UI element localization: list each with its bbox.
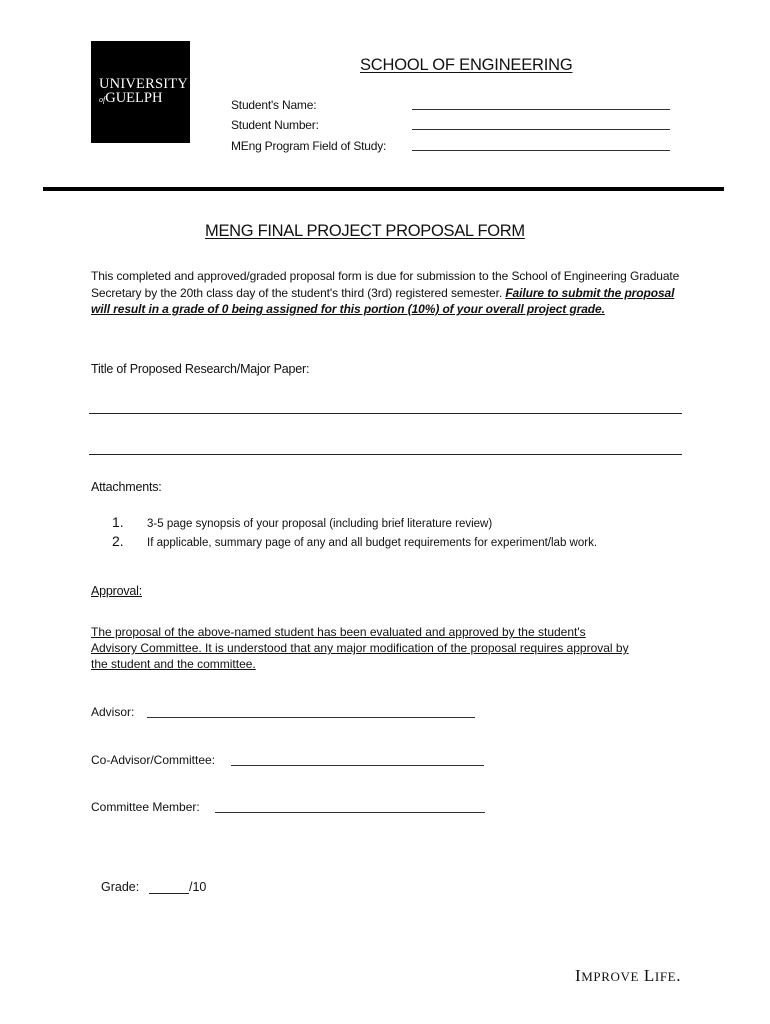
committee-member-label: Committee Member: [91, 800, 200, 814]
logo-of: of [99, 95, 106, 104]
university-logo [91, 41, 190, 143]
intro-text: This completed and approved/graded proposal form is due for submission to the School of Engineering Graduate Secretary by the 20th class day of the student's third (3rd) registered semester. [91, 269, 680, 300]
approval-text: The proposal of the above-named student has been evaluated and approved by the student's Advisory Committee. It is understood that any major modification of the proposal requires approval by the student and the committee. [91, 625, 629, 671]
field-of-study-field[interactable] [412, 150, 670, 151]
slogan-mprove: MPROVE [581, 969, 640, 984]
advisor-label: Advisor: [91, 705, 135, 719]
list-number: 2. [112, 533, 124, 549]
list-number: 1. [112, 514, 124, 530]
improve-life-slogan [575, 966, 681, 986]
student-name-label: Student's Name: [231, 98, 317, 112]
grade-field[interactable] [149, 893, 189, 894]
attachments-label: Attachments: [91, 480, 162, 494]
list-text: If applicable, summary page of any and all budget requirements for experiment/lab work. [147, 537, 598, 549]
committee-member-signature-field[interactable] [215, 812, 485, 813]
co-advisor-label: Co-Advisor/Committee: [91, 753, 216, 767]
title-field-line-2[interactable] [89, 454, 682, 455]
field-of-study-label: MEng Program Field of Study: [231, 139, 387, 153]
grade-label: Grade: [101, 880, 140, 894]
school-title: SCHOOL OF ENGINEERING [360, 56, 573, 74]
intro-paragraph [91, 268, 683, 318]
title-field-line-1[interactable] [89, 413, 682, 414]
logo-guelph: GUELPH [105, 90, 163, 106]
approval-label: Approval: [91, 584, 143, 598]
title-label: Title of Proposed Research/Major Paper: [91, 362, 310, 376]
logo-line-university: UNIVERSITY [99, 76, 188, 92]
list-text: 3-5 page synopsis of your proposal (including brief literature review) [147, 518, 493, 530]
grade-suffix: /10 [189, 880, 207, 894]
slogan-i: I [575, 966, 582, 985]
logo-line-guelph [99, 91, 162, 107]
co-advisor-signature-field[interactable] [231, 765, 484, 766]
student-number-label: Student Number: [231, 118, 319, 132]
intro-warning: Failure to submit the proposal will result in a grade of 0 being assigned for this portion (10%) of your overall project grade. [91, 285, 675, 316]
form-title: MENG FINAL PROJECT PROPOSAL FORM [205, 222, 525, 240]
slogan-l: L [643, 966, 655, 985]
slogan-ife: IFE [654, 969, 677, 984]
student-name-field[interactable] [412, 109, 670, 110]
header-divider [43, 187, 724, 191]
student-number-field[interactable] [412, 129, 670, 130]
slogan-dot: . [676, 966, 682, 985]
advisor-signature-field[interactable] [147, 717, 475, 718]
